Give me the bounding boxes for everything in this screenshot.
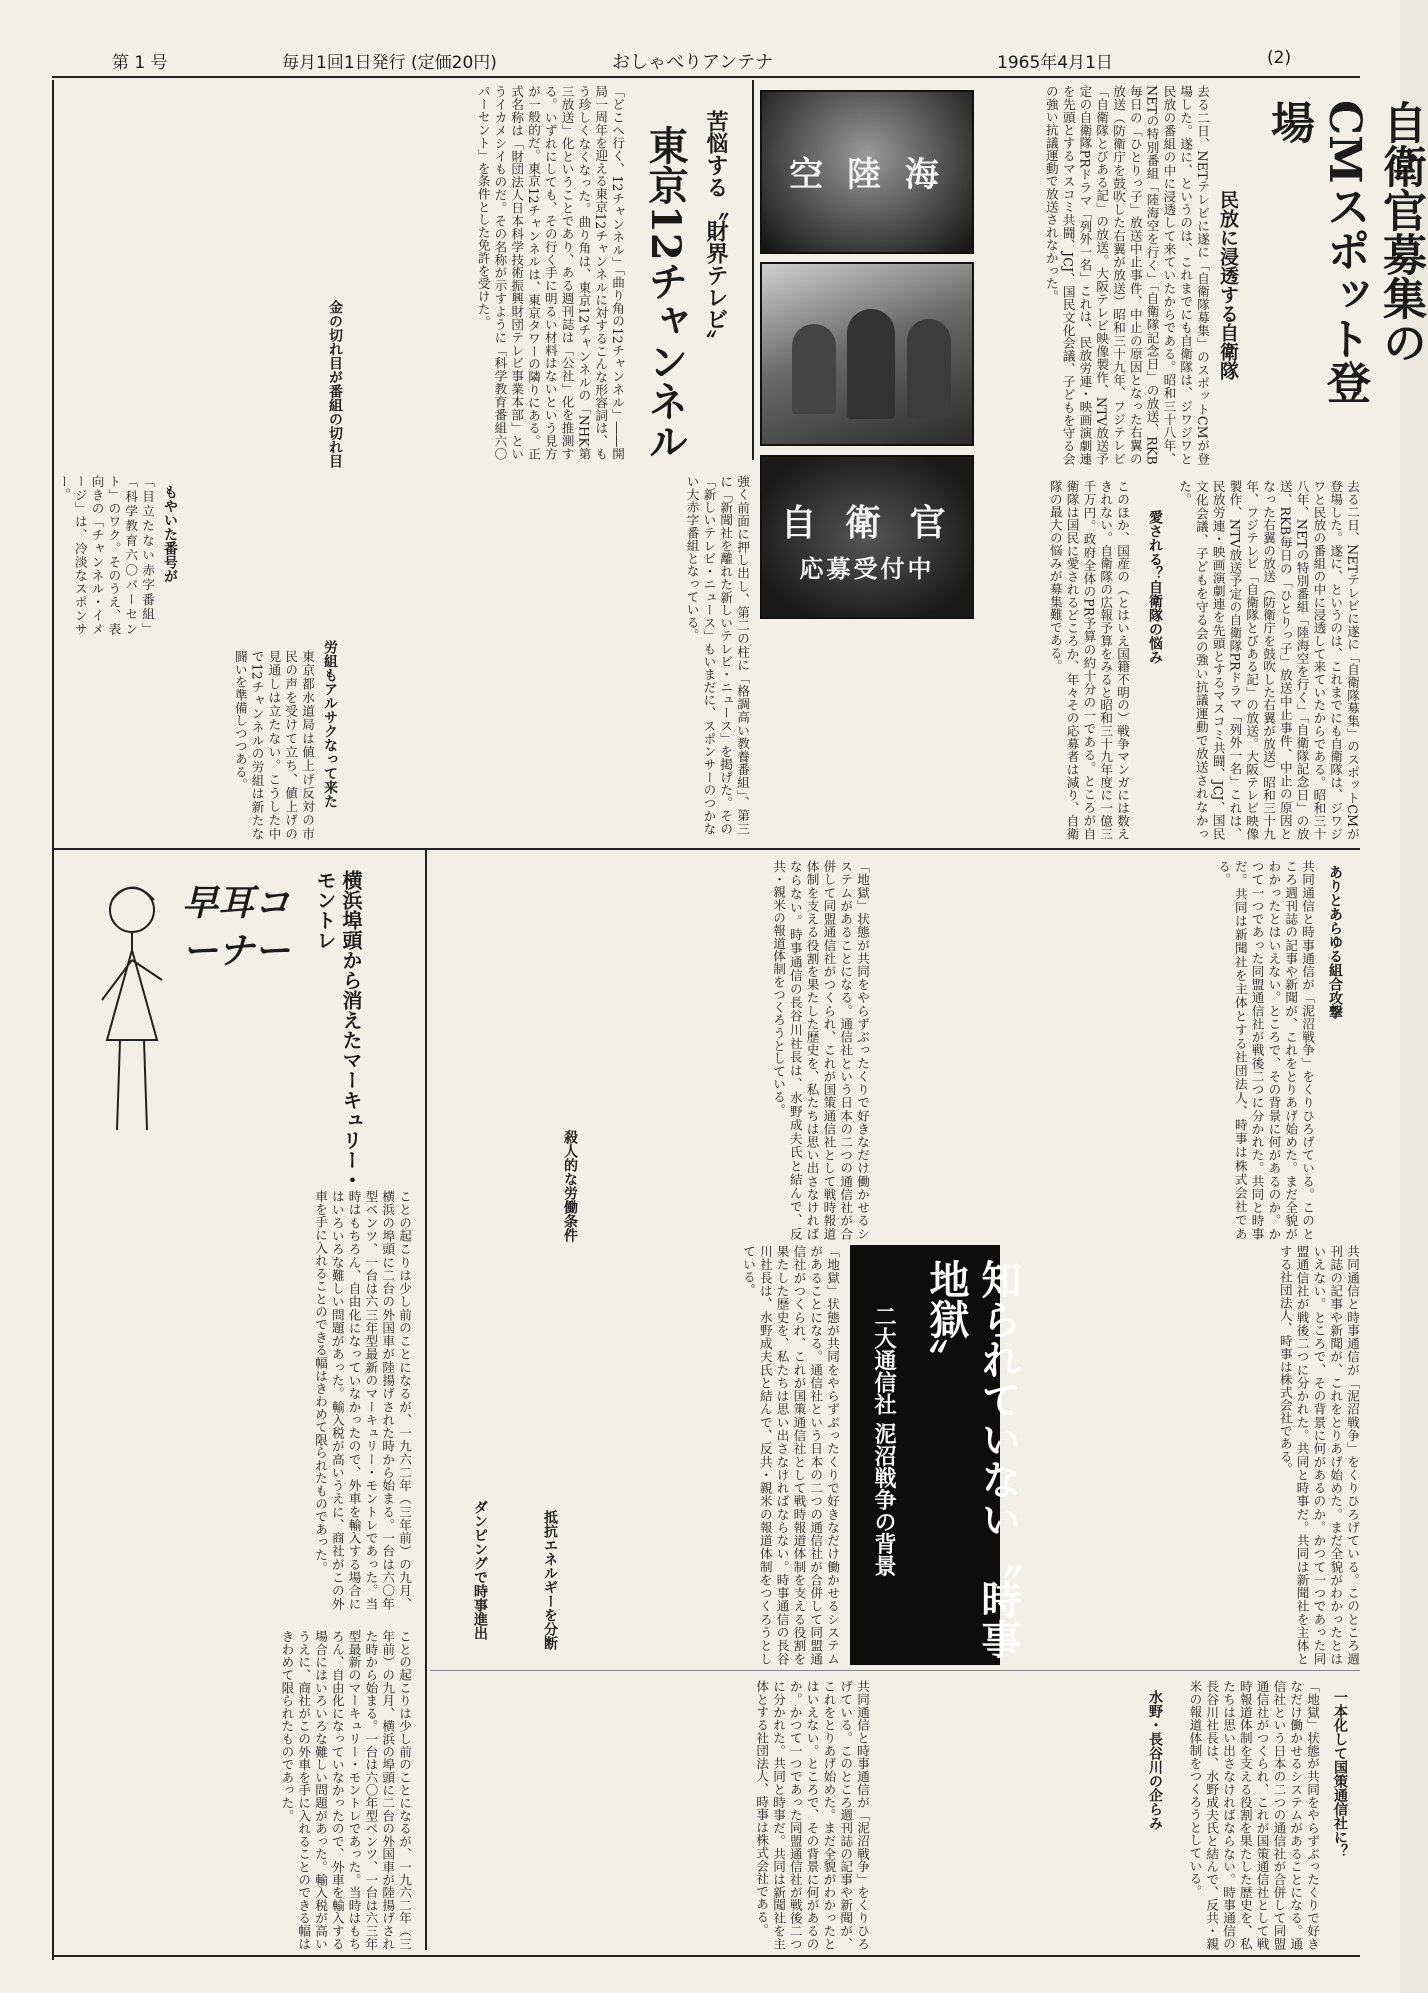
tv-photo-top bbox=[760, 90, 974, 254]
jiji-subhead-1: 殺人的な労働条件 bbox=[562, 1130, 578, 1242]
woman-illustration-icon bbox=[62, 870, 202, 1170]
jiji-body-b: 共同通信と時事通信が「泥沼戦争」をくりひろげている。このところ週刊誌の記事や新聞が、これをとりあげ始めた。まだ全貌がわかったとはいえない。ところで、その背景に何があるのか。かつて一つであった同盟通信社が戦後二つに分かれた。共同と時事だ。共同は新聞社を主体とする社団法人、時事は株式会社である。 bbox=[1277, 1245, 1360, 1665]
jiji-intro-head: ありとあらゆる組合攻撃 bbox=[1327, 865, 1343, 1019]
issue-date: 1965年4月1日 bbox=[997, 53, 1113, 73]
jiji-body-d: 「地獄」状態が共同をやらずぶったくりで好きなだけ働かせるシステムがあることになる。通信社という日本の二つの通信社が合併して同盟通信社がつくられ、これが国策通信社として戦時報道体制を支える役割を果たした歴史を、私たちは思い出さなければならない。時事通信の長谷川社長は、水野成夫氏と結んで、反共・親米の報道体制をつくろうとしている。 bbox=[1187, 1680, 1320, 1950]
jiji-subhead-3: ダンピングで時事進出 bbox=[472, 1500, 488, 1640]
tv-caption-top: 空 陸 海 bbox=[789, 155, 945, 195]
jiji-body-a: 「地獄」状態が共同をやらずぶったくりで好きなだけ働かせるシステムがあることになる。通信社という日本の二つの通信社が合併して同盟通信社がつくられ、これが国策通信社として戦時報道体制を支える役割を果たした歴史を、私たちは思い出さなければならない。時事通信の長谷川社長は、水野成夫氏と結んで、反共・親米の報道体制をつくろうとしている。 bbox=[771, 860, 870, 1240]
tv-caption-recruit-1: 自 衛 官 bbox=[780, 503, 954, 544]
jiji-body-c: 「地獄」状態が共同をやらずぶったくりで好きなだけ働かせるシステムがあることになる。通信社という日本の二つの通信社が合併して同盟通信社がつくられ、これが国策通信社として戦時報道体制を支える役割を果たした歴史を、私たちは思い出さなければならない。時事通信の長谷川社長は、水野成夫氏と結んで、反共・親米の報道体制をつくろうとしている。 bbox=[741, 1245, 840, 1665]
soldier-figure-2 bbox=[847, 309, 895, 419]
tv12-subhead-3: 労組もアルサクなって来た bbox=[322, 640, 338, 808]
tv12-body: 「どこへ行く、12チャンネル」「曲り角の12チャンネル」――開局一周年を迎える東京12チャンネルに対するこんな形容詞は、もう珍しくなくなった。曲り角は、東京12チャンネルの「NHK第三放送」化ということであり、ある週刊誌は「公社」化を推測する。いずれにしても、その行く手に明るい材料はないという見方が一般的だ。東京12チャンネルは、東京タワーの隣りにある。正式名称は「財団法人日本科学技術振興財団テレビ事業本部」というイカメシイものだ。その名称が示すように「科学教育番組六〇パーセント」を条件とした免許を受けた。 bbox=[475, 85, 625, 460]
soldier-figure-3 bbox=[907, 319, 951, 419]
cm-subhead: 愛される？自衛隊の悩み bbox=[1147, 510, 1163, 664]
jiji-body: 共同通信と時事通信が「泥沼戦争」をくりひろげている。このところ週刊誌の記事や新聞が、これをとりあげ始めた。まだ全貌がわかったとはいえない。ところで、その背景に何があるのか。かつて一つであった同盟通信社が戦後二つに分かれた。共同と時事だ。共同は新聞社を主体とする社団法人、時事は株式会社である。 bbox=[1216, 860, 1315, 1240]
tv-photo-soldiers bbox=[760, 262, 974, 446]
bottom-rule bbox=[430, 1670, 1360, 1671]
soldier-figure-1 bbox=[792, 324, 836, 414]
hayamimi-body: ことの起こりは少し前のことになるが、一九六二年（三年前）の九月、横浜の埠頭に二台の外国車が陸揚げされた時から始まる。一台は六〇年型ベンツ、一台は六三年型最新のマーキュリー・モントレであった。当時はもちろん、自由化になっていなかったので、外車を輸入する場合にはいろいろな難しい問題があった。輸入税が高いうえに、商社がこの外車を手に入れることのできる幅はきわめて限られたものであった。 bbox=[313, 1190, 412, 1610]
tv12-subhead-1: 金の切れ目が番組の切れ目 bbox=[327, 300, 343, 468]
tv12-kicker: 苦悩する〝財界テレビ〟 bbox=[703, 110, 728, 352]
page-header bbox=[52, 40, 1360, 74]
tv12-body-4: 東京都水道局は値上げ反対の市民の声を受けて立ち、値上げの見通しは立たない。こうした中で12チャンネルの労組は新たな闘いを準備しつつある。 bbox=[232, 650, 315, 840]
hayamimi-label: 早耳コーナー bbox=[182, 883, 291, 972]
footer-rule bbox=[52, 1955, 1360, 1957]
hayamimi-box bbox=[52, 850, 422, 1950]
tv-caption-recruit-2: 応募受付中 bbox=[799, 555, 935, 583]
cm-article-body-cont: 去る二日、NETテレビに遂に「自衛隊募集」のスポットCMが登場した。遂に、というのは、これまでにも自衛隊は、ジワジワと民放の番組の中に浸透して来ていたからである。昭和三十八年、NETの特別番組「陸海空を行く」「自衛隊記念日」の放送、RKB毎日の「ひとりっ子」放送中止事件、中止の原因となった右翼の放送（防衛庁を鼓吹した右翼が放送）昭和三十九年、フジテレビ「自衛隊とびある記」の放送。大阪テレビ映像製作、NTV放送予定の自衛隊PRドラマ「列外一名」これは、民放労連・映画演劇連を先頭とするマスコミ共闘、JCJ、国民文化会議、子どもを守る会の強い抗議運動で放送されなかった。 bbox=[1177, 480, 1360, 840]
issue-number: 第 1 号 bbox=[112, 53, 168, 73]
jiji-title-box bbox=[850, 1245, 1022, 1665]
tv12-body-2: 強く前面に押し出し、第二の柱に「格調高い教養番組」、第三に「新聞社を離れた新しいテレビ・ニュース」を掲げた。その「新しいテレビ・ニュース」もいまだに、スポンサーのつかない大赤字番組となっている。 bbox=[684, 475, 750, 835]
cm-article-subtitle: 民放に浸透する自衛隊 bbox=[1217, 190, 1239, 380]
hayamimi-body-cont: ことの起こりは少し前のことになるが、一九六二年（三年前）の九月、横浜の埠頭に二台の外国車が陸揚げされた時から始まる。一台は六〇年型ベンツ、一台は六三年型最新のマーキュリー・モントレであった。当時はもちろん、自由化になっていなかったので、外車を輸入する場合にはいろいろな難しい問題があった。輸入税が高いうえに、商社がこの外車を手に入れることのできる幅はきわめて限られたものであった。 bbox=[279, 1630, 412, 1950]
paper-name: おしゃべりアンテナ bbox=[612, 52, 774, 73]
tv12-title: 東京12チャンネル bbox=[642, 125, 689, 461]
publication-info: 毎月1回1日発行 (定価20円) bbox=[282, 53, 497, 73]
jiji-subhead-2: 抵抗エネルギーを分断 bbox=[542, 1510, 558, 1650]
column-rule-2 bbox=[425, 850, 427, 1950]
jiji-subhead-5: 水野・長谷川の企らみ bbox=[1147, 1690, 1163, 1830]
tv12-subhead-2: もやいた番号が bbox=[162, 485, 178, 583]
hayamimi-title: 横浜埠頭から消えたマーキュリー・モントレ bbox=[313, 870, 363, 1190]
cm-article-body: 去る二日、NETテレビに遂に「自衛隊募集」のスポットCMが登場した。遂に、というのは、これまでにも自衛隊は、ジワジワと民放の番組の中に浸透して来ていたからである。昭和三十八年、NETの特別番組「陸海空を行く」「自衛隊記念日」の放送、RKB毎日の「ひとりっ子」放送中止事件、中止の原因となった右翼の放送（防衛庁を鼓吹した右翼が放送）昭和三十九年、フジテレビ「自衛隊とびある記」の放送。大阪テレビ映像製作、NTV放送予定の自衛隊PRドラマ「列外一名」これは、民放労連・映画演劇連を先頭とするマスコミ共闘、JCJ、国民文化会議、子どもを守る会の強い抗議運動で放送されなかった。 bbox=[1043, 85, 1210, 465]
page-number: (2) bbox=[1267, 48, 1292, 68]
cm-article-body2: このほか、国産の（とはいえ国籍不明の）戦争マンガには数えきれない。自衛隊の広報予算をみると昭和三十九年度に一億三千万円。政府全体のPR予算の約十分の一である。ところが自衛隊は国民に愛されるどころか、年々その応募者は減り、自衛隊の最大の悩みが募集難である。 bbox=[1047, 480, 1130, 840]
jiji-body-e: 共同通信と時事通信が「泥沼戦争」をくりひろげている。このところ週刊誌の記事や新聞が、これをとりあげ始めた。まだ全貌がわかったとはいえない。ところで、その背景に何があるのか。かつて一つであった同盟通信社が戦後二つに分かれた。共同と時事だ。共同は新聞社を主体とする社団法人、時事は株式会社である。 bbox=[754, 1680, 870, 1950]
jiji-title: 知られていない〝時事地獄〟 bbox=[923, 1259, 1022, 1659]
jiji-subtitle: 二大通信社 泥沼戦争の背景 bbox=[871, 1305, 896, 1577]
jiji-subhead-4: 一本化して国策通信社に？ bbox=[1332, 1690, 1348, 1858]
header-rule bbox=[52, 76, 1360, 78]
tv-photo-recruit bbox=[760, 455, 974, 619]
column-rule-1 bbox=[752, 80, 754, 460]
cm-article-title: 自衛官募集のCMスポット登場 bbox=[1263, 100, 1426, 404]
tv12-body-3: 「目立たない赤字番組」「科学教育六〇パーセント」のワク。そのうえ、表向きの「チャンネル・イメージ」は、冷淡なスポンサー。 bbox=[56, 475, 155, 635]
